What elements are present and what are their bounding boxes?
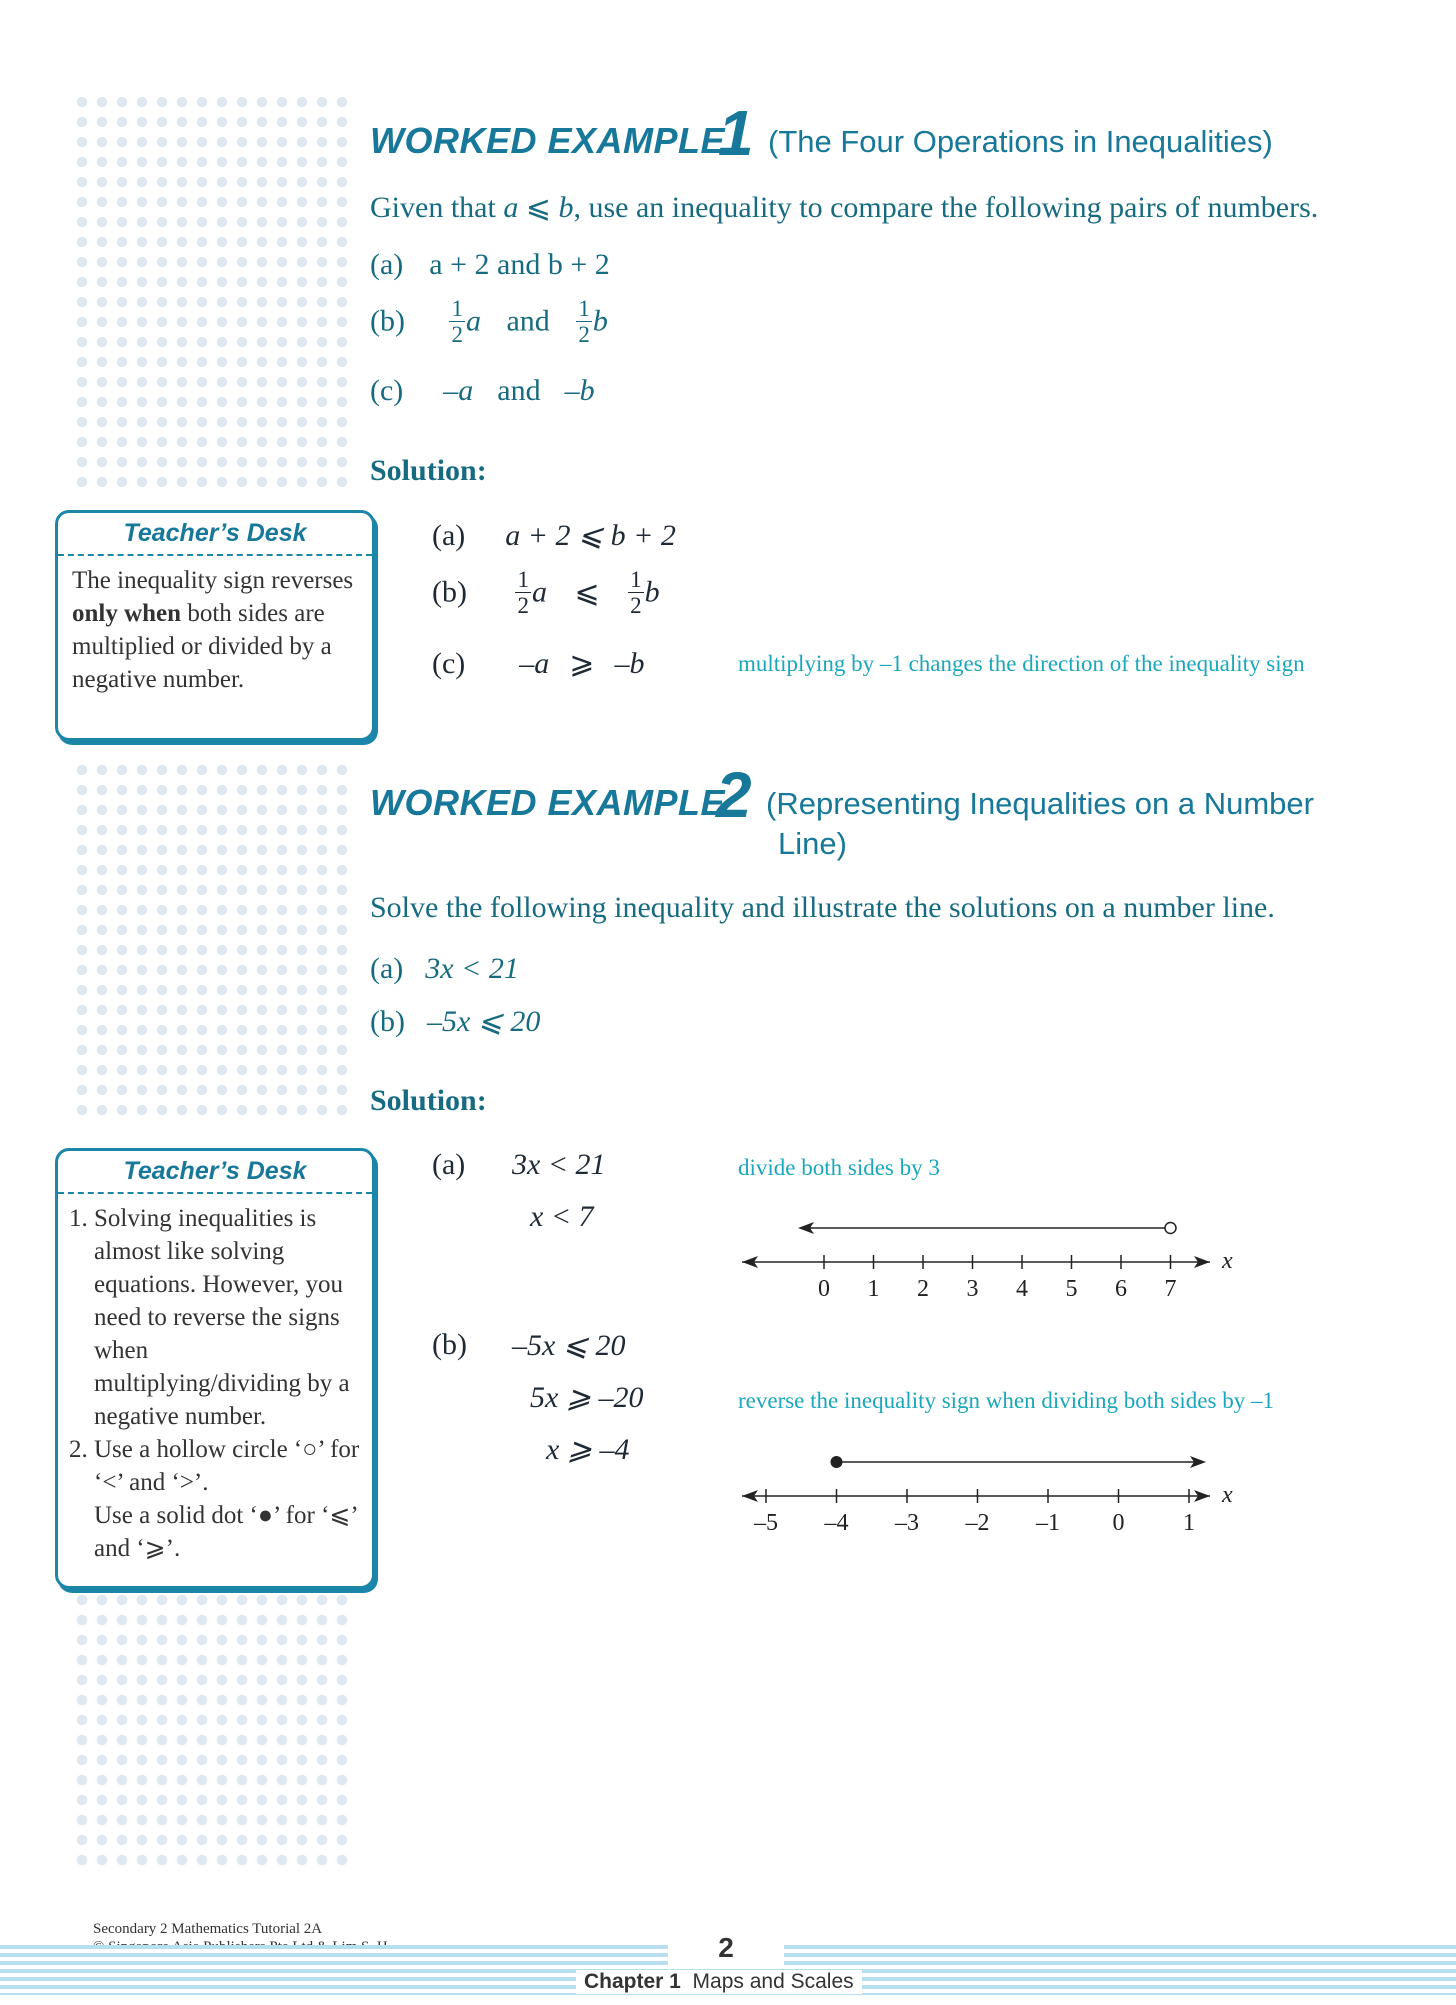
- we1-sol-a: (a) a + 2 ⩽ b + 2: [432, 519, 676, 552]
- number-line-a-tick-label: 1: [867, 1276, 880, 1302]
- we2-sol-b-note: reverse the inequality sign when dividing both sides by –1: [738, 1388, 1274, 1413]
- we1-sol-c: (c) –a ⩾ –b: [432, 647, 645, 680]
- dot-pattern-top: [72, 92, 352, 492]
- teachers-desk-1-title: Teacher’s Desk: [58, 513, 372, 556]
- teachers-desk-2-title: Teacher’s Desk: [58, 1151, 372, 1194]
- number-line-a-tick-label: 7: [1164, 1276, 1177, 1302]
- number-line-b-solid-endpoint: [831, 1456, 843, 1468]
- number-line-b-tick-label: 1: [1183, 1510, 1195, 1536]
- number-line-b: [730, 1440, 1250, 1550]
- number-line-a-tick-label: 6: [1115, 1276, 1127, 1302]
- we2-sol-a-note: divide both sides by 3: [738, 1155, 940, 1180]
- dot-pattern-mid: [72, 760, 352, 1120]
- footer-book-title: Secondary 2 Mathematics Tutorial 2A: [93, 1921, 323, 1937]
- number-line-a-tick-label: 4: [1016, 1276, 1028, 1302]
- number-line-b-tick-label: 0: [1112, 1510, 1125, 1536]
- we2-sol-b-line2: 5x ⩾ –20: [530, 1381, 644, 1414]
- number-line-a-hollow-endpoint: [1165, 1223, 1176, 1234]
- we2-sol-b-line3: x ⩾ –4: [546, 1433, 630, 1466]
- we2-label: WORKED EXAMPLE: [370, 782, 726, 823]
- number-line-b-tick-label: –3: [895, 1510, 919, 1536]
- number-line-b-tick-label: –2: [965, 1510, 990, 1536]
- number-line-b-tick-label: –1: [1036, 1510, 1060, 1536]
- number-line-a-tick-label: 5: [1065, 1276, 1078, 1302]
- we1-subtitle: (The Four Operations in Inequalities): [768, 124, 1273, 159]
- number-line-a-axis-variable: x: [1222, 1248, 1233, 1274]
- we1-sol-b: (b) $\frac{1}{2}$ a ⩽ $\frac{1}{2}$ b: [432, 567, 660, 618]
- number-line-b-axis-variable: x: [1222, 1482, 1233, 1508]
- we2-sol-b-line1: –5x ⩽ 20: [512, 1329, 626, 1362]
- teachers-desk-1: [55, 510, 375, 741]
- number-line-a: [730, 1200, 1250, 1310]
- we1-label: WORKED EXAMPLE: [370, 120, 726, 161]
- we1-part-b: (b) $\frac{1}{2}$ a and $\frac{1}{2}$ b: [370, 296, 608, 347]
- teachers-desk-1-body: The inequality sign reverses only when both sides are multiplied or divided by a negative number.: [72, 567, 354, 693]
- we2-sol-a-line2: x < 7: [530, 1200, 594, 1233]
- we2-intro: Solve the following inequality and illustrate the solutions on a number line.: [370, 891, 1275, 924]
- we2-part-a: (a) 3x < 21: [370, 952, 519, 985]
- number-line-b-tick-label: –4: [824, 1510, 849, 1536]
- we2-sol-a-line1: 3x < 21: [512, 1148, 606, 1181]
- teachers-desk-2-item-2: 2. Use a hollow circle ‘○’ for ‘<’ and ‘>’. Use a solid dot ‘●’ for ‘⩽’ and ‘⩾’.: [94, 1433, 360, 1565]
- we1-sol-c-note: multiplying by –1 changes the direction of the inequality sign: [738, 651, 1305, 676]
- we1-part-a: (a) a + 2 and b + 2: [370, 248, 610, 281]
- number-line-b-tick-label: –5: [754, 1510, 778, 1536]
- teachers-desk-2-body: [58, 1194, 372, 1575]
- we2-number: 2: [716, 759, 752, 831]
- we2-sol-b-label: (b): [432, 1328, 467, 1361]
- page-number: 2: [668, 1932, 784, 1966]
- number-line-a-tick-label: 3: [966, 1276, 979, 1302]
- we1-number: 1: [718, 97, 754, 169]
- we2-subtitle-line1: (Representing Inequalities on a Number: [766, 786, 1314, 821]
- number-line-a-tick-label: 0: [818, 1276, 830, 1302]
- we2-solution-label: Solution:: [370, 1084, 487, 1117]
- teachers-desk-2-item-1: 1. Solving inequalities is almost like solving equations. However, you need to reverse the signs when multiplying/dividing by a negative number.: [94, 1202, 360, 1433]
- we1-part-c: (c) –a and –b: [370, 374, 595, 407]
- we2-part-b: (b) –5x ⩽ 20: [370, 1005, 541, 1038]
- dot-pattern-bottom: [72, 1590, 352, 1870]
- we1-solution-label: Solution:: [370, 454, 487, 487]
- number-line-a-tick-label: 2: [917, 1276, 929, 1302]
- we2-subtitle-line2: Line): [778, 826, 847, 861]
- teachers-desk-2: [55, 1148, 375, 1589]
- chapter-footer: Chapter 1 Maps and Scales: [576, 1970, 862, 1994]
- we1-intro: Given that a ⩽ b, use an inequality to compare the following pairs of numbers.: [370, 191, 1319, 224]
- we2-sol-a-label: (a): [432, 1148, 466, 1181]
